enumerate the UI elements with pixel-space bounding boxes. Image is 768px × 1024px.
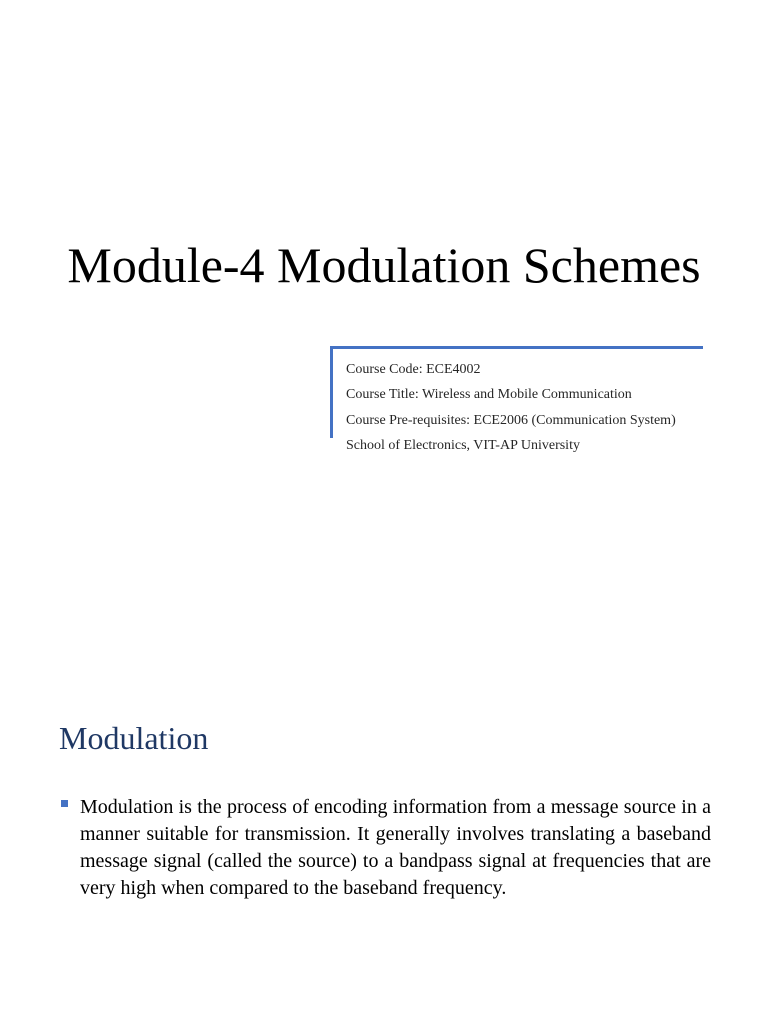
bullet-text: Modulation is the process of encoding information from a message source in a manner suitable for transmission. It generally involves translating a baseband message signal (called the source) to a bandpass signal at frequencies that are very high when compared to the baseband frequency.: [80, 796, 711, 899]
course-code: Course Code: ECE4002: [346, 362, 481, 377]
slide-title: Module-4 Modulation Schemes: [67, 237, 701, 293]
accent-bar-vertical: [330, 346, 333, 438]
bullet-item: [59, 794, 711, 902]
course-title: Course Title: Wireless and Mobile Communication: [346, 387, 632, 403]
course-prerequisites: Course Pre-requisites: ECE2006 (Communication System): [346, 412, 676, 428]
course-info-box: [330, 346, 703, 454]
school-name: School of Electronics, VIT-AP University: [346, 438, 580, 454]
section-heading: Modulation: [59, 720, 209, 756]
content-slide: [0, 684, 768, 1024]
accent-bar-horizontal: [330, 346, 703, 349]
square-bullet-icon: [61, 800, 68, 807]
course-info-list: [346, 357, 676, 459]
